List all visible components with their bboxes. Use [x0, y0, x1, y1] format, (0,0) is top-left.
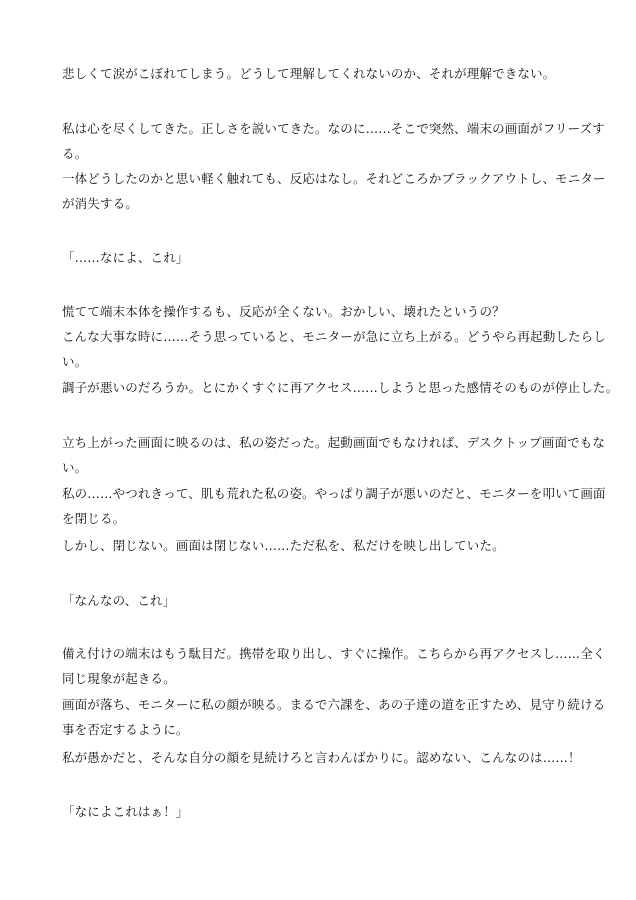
- text-line: しかし、閉じない。画面は閉じない……ただ私を、私だけを映し出していた。: [62, 538, 505, 553]
- text-line: 私が愚かだと、そんな自分の顔を見続けろと言わんばかりに。認めない、こんなのは……！: [62, 750, 581, 765]
- text-line: 調子が悪いのだろうか。とにかくすぐに再アクセス……しようと思った感情そのものが停止した。: [62, 380, 619, 395]
- text-line: 悲しくて涙がこぼれてしまう。どうして理解してくれないのか、それが理解できない。: [62, 66, 556, 81]
- text-line: こんな大事な時に……そう思っていると、モニターが急に立ち上がる。どうやら再起動したらし: [62, 329, 606, 344]
- text-line: 画面が落ち、モニターに私の顔が映る。まるで六課を、あの子達の道を正すため、見守り続ける: [62, 697, 606, 712]
- text-line: を閉じる。: [62, 511, 126, 526]
- text-line: 慌てて端末本体を操作するも、反応が全くない。おかしい、壊れたというの？: [62, 304, 505, 319]
- text-line: 立ち上がった画面に映るのは、私の姿だった。起動画面でもなければ、デスクトップ画面でもな: [62, 435, 606, 450]
- text-line: 事を否定するように。: [62, 722, 189, 737]
- text-line: い。: [62, 460, 88, 475]
- text-line: が消失する。: [62, 196, 138, 211]
- text-line: い。: [62, 354, 88, 369]
- text-line: 同じ現象が起きる。: [62, 671, 176, 686]
- text-line: 備え付けの端末はもう駄目だ。携帯を取り出し、すぐに操作。こちらから再アクセスし……全く: [62, 646, 606, 661]
- text-line: 私の……やつれきって、肌も荒れた私の姿。やっぱり調子が悪いのだと、モニターを叩いて画面: [62, 486, 606, 501]
- dialogue-line: 「……なによ、これ」: [62, 250, 189, 265]
- dialogue-line: 「なによこれはぁ！」: [62, 804, 189, 819]
- text-line: 私は心を尽くしてきた。正しさを説いてきた。なのに……そこで突然、端末の画面がフリーズす: [62, 121, 605, 136]
- text-line: 一体どうしたのかと思い軽く触れても、反応はなし。それどころかブラックアウトし、モニター: [62, 171, 606, 186]
- dialogue-line: 「なんなの、これ」: [62, 593, 176, 608]
- text-line: る。: [62, 146, 88, 161]
